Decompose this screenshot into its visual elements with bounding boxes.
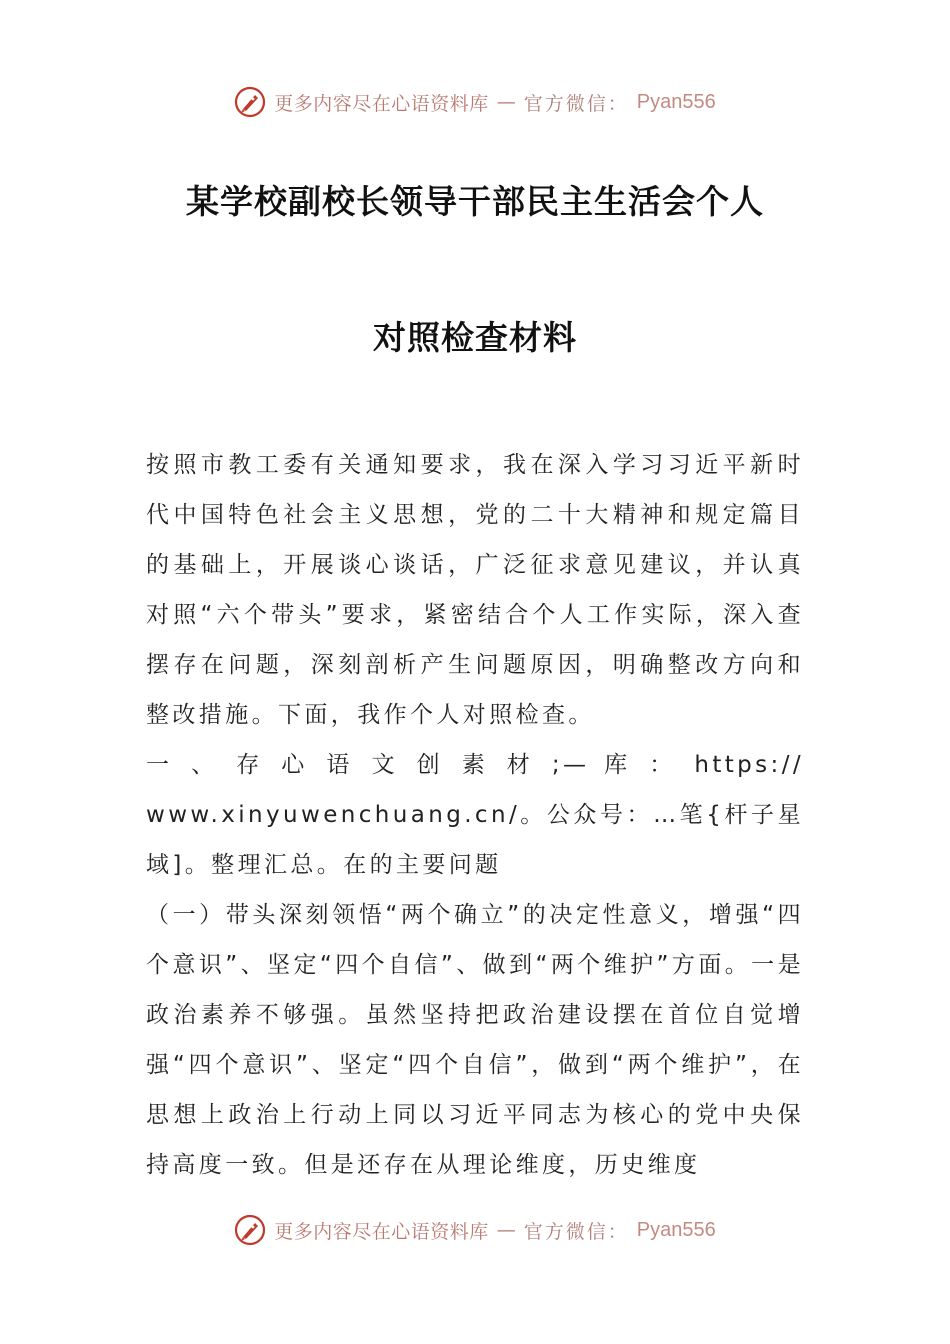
footer-separator: — [496,1219,516,1241]
pen-nib-logo-icon [234,1214,266,1246]
pen-nib-logo-icon [234,86,266,118]
footer-wechat-id: Pyan556 [636,1218,716,1241]
document-title-line-1: 某学校副校长领导干部民主生活会个人 [186,182,764,221]
footer-wechat-label: 官方微信： [523,1220,629,1243]
document-body [146,440,804,1190]
banner-wechat-label: 官方微信： [523,92,629,115]
section-heading-continuation: www.xinyuwenchuang.cn/。公众号：…笔{杆子星域]。整理汇总。在的主要问题 [146,802,804,878]
section-heading-line: 一 、 存 心 语 文 创 素 材 ;— 库 ： https:// [146,752,804,778]
banner-separator: — [496,91,516,113]
footer-banner [0,1208,950,1252]
document-title-line-2: 对照检查材料 [373,318,577,357]
intro-paragraph: 按照市教工委有关通知要求，我在深入学习习近平新时代中国特色社会主义思想，党的二十大精神和规定篇目的基础上，开展谈心谈话，广泛征求意见建议，并认真对照“六个带头”要求，紧密结合个人工作实际，深入查摆存在问题，深刻剖析产生问题原因，明确整改方向和整改措施。下面，我作个人对照检查。 [146,452,804,728]
banner-wechat-id: Pyan556 [636,90,716,113]
banner-brand-text: 更多内容尽在心语资料库 [274,92,489,115]
footer-brand-text: 更多内容尽在心语资料库 [274,1220,489,1243]
header-banner [0,80,950,124]
section-one-paragraph: （一）带头深刻领悟“两个确立”的决定性意义，增强“四个意识”、坚定“四个自信”、做到“两个维护”方面。一是政治素养不够强。虽然坚持把政治建设摆在首位自觉增强“四个意识”、坚定“四个自信”，做到“两个维护”，在思想上政治上行动上同以习近平同志为核心的党中央保持高度一致。但是还存在从理论维度，历史维度 [146,902,804,1178]
